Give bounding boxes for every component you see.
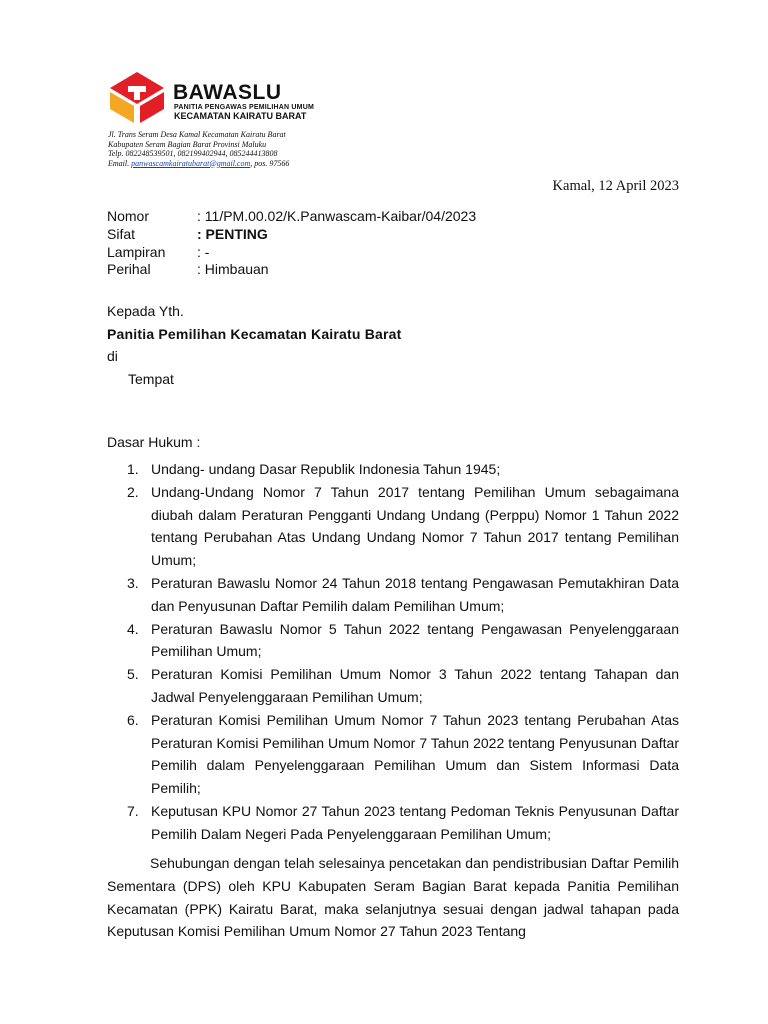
- letter-date: Kamal, 12 April 2023: [552, 178, 679, 194]
- letterhead-address: [108, 130, 289, 168]
- meta-label: Nomor: [107, 208, 150, 224]
- list-number: 6.: [127, 711, 139, 728]
- list-number: 7.: [127, 802, 139, 819]
- list-item: [107, 481, 679, 572]
- meta-label: Lampiran: [107, 243, 166, 260]
- meta-value: : -: [197, 243, 210, 260]
- list-number: 2.: [127, 483, 139, 500]
- recipient-place: Tempat: [128, 370, 174, 387]
- list-number: 4.: [127, 620, 139, 637]
- meta-label: Perihal: [107, 261, 151, 278]
- list-item: [107, 618, 679, 664]
- list-item: [107, 800, 679, 846]
- email-prefix: Email.: [108, 158, 132, 168]
- meta-value: : Himbauan: [197, 261, 269, 278]
- list-item: [107, 663, 679, 709]
- list-item: [107, 458, 679, 481]
- list-item: [107, 572, 679, 618]
- list-text: Keputusan KPU Nomor 27 Tahun 2023 tentang Pedoman Teknis Penyusunan Daftar Pemilih Dalam Negeri Pada Penyelenggaraan Pemilihan Umum;: [151, 802, 679, 842]
- email-link[interactable]: panwascamkairatubarat@gmail.com: [131, 158, 251, 168]
- list-number: 3.: [127, 574, 139, 591]
- bawaslu-logo: [108, 70, 166, 124]
- list-text: Peraturan Bawaslu Nomor 5 Tahun 2022 tentang Pengawasan Penyelenggaraan Pemilihan Umum;: [151, 620, 679, 660]
- meta-label: Sifat: [107, 225, 136, 242]
- meta-row-sifat: [107, 226, 476, 244]
- org-subtitle: PANITIA PENGAWAS PEMILIHAN UMUM: [174, 104, 314, 111]
- body-paragraph: Sehubungan dengan telah selesainya pencetakan dan pendistribusian Daftar Pemilih Sementara (DPS) oleh KPU Kabupaten Seram Bagian Barat kepada Panitia Pemilihan Kecamatan (PPK) Kairatu Barat, maka selanjutnya sesuai dengan jadwal tahapan pada Keputusan Komisi Pemilihan Umum Nomor 27 Tahun 2023 Tentang: [107, 855, 679, 940]
- meta-row-lampiran: [107, 244, 476, 262]
- letter-meta: [107, 208, 476, 279]
- address-line: Kabupaten Seram Bagian Barat Provinsi Maluku: [108, 139, 267, 149]
- list-text: Peraturan Bawaslu Nomor 24 Tahun 2018 tentang Pengawasan Pemutakhiran Data dan Penyusunan Daftar Pemilih dalam Pemilihan Umum;: [151, 574, 679, 614]
- address-line: Jl. Trans Seram Desa Kamal Kecamatan Kairatu Barat: [108, 130, 286, 139]
- list-number: 5.: [127, 666, 139, 683]
- legal-basis-list: [107, 458, 679, 846]
- list-text: Peraturan Komisi Pemilihan Umum Nomor 7 Tahun 2023 tentang Perubahan Atas Peraturan Komisi Pemilihan Umum Nomor 7 Tahun 2022 tentang Penyusunan Daftar Pemilih dalam Penyelenggaraan Pemilihan Umum dan Sistem Informasi Data Pemilih;: [151, 711, 679, 797]
- meta-row-nomor: [107, 208, 476, 226]
- list-number: 1.: [127, 461, 139, 477]
- meta-value: : 11/PM.00.02/K.Panwascam-Kaibar/04/2023: [197, 208, 477, 224]
- org-name: BAWASLU: [173, 81, 282, 104]
- list-text: Undang-Undang Nomor 7 Tahun 2017 tentang Pemilihan Umum sebagaimana diubah dalam Peraturan Pengganti Undang Undang (Perppu) Nomor 1 Tahun 2022 tentang Perubahan Atas Undang Undang Nomor 7 Tahun 2017 tentang Pemilihan Umum;: [151, 483, 679, 569]
- recipient-greeting: Kepada Yth.: [107, 303, 184, 319]
- list-item: [107, 709, 679, 800]
- recipient-block: [107, 300, 402, 390]
- meta-row-perihal: [107, 261, 476, 279]
- org-district: KECAMATAN KAIRATU BARAT: [174, 111, 307, 121]
- recipient-di: di: [107, 348, 118, 364]
- meta-value: : PENTING: [197, 225, 268, 242]
- legal-basis-heading: Dasar Hukum :: [107, 434, 201, 450]
- recipient-name: Panitia Pemilihan Kecamatan Kairatu Barat: [107, 325, 402, 342]
- phone-line: Telp. 082248539501, 082199402944, 085244413808: [108, 149, 278, 158]
- email-line: [108, 159, 289, 169]
- postal-code: , pos. 97566: [250, 158, 290, 168]
- list-text: Peraturan Komisi Pemilihan Umum Nomor 3 Tahun 2022 tentang Tahapan dan Jadwal Penyelenggaraan Pemilihan Umum;: [151, 666, 679, 705]
- list-text: Undang- undang Dasar Republik Indonesia Tahun 1945;: [151, 461, 501, 477]
